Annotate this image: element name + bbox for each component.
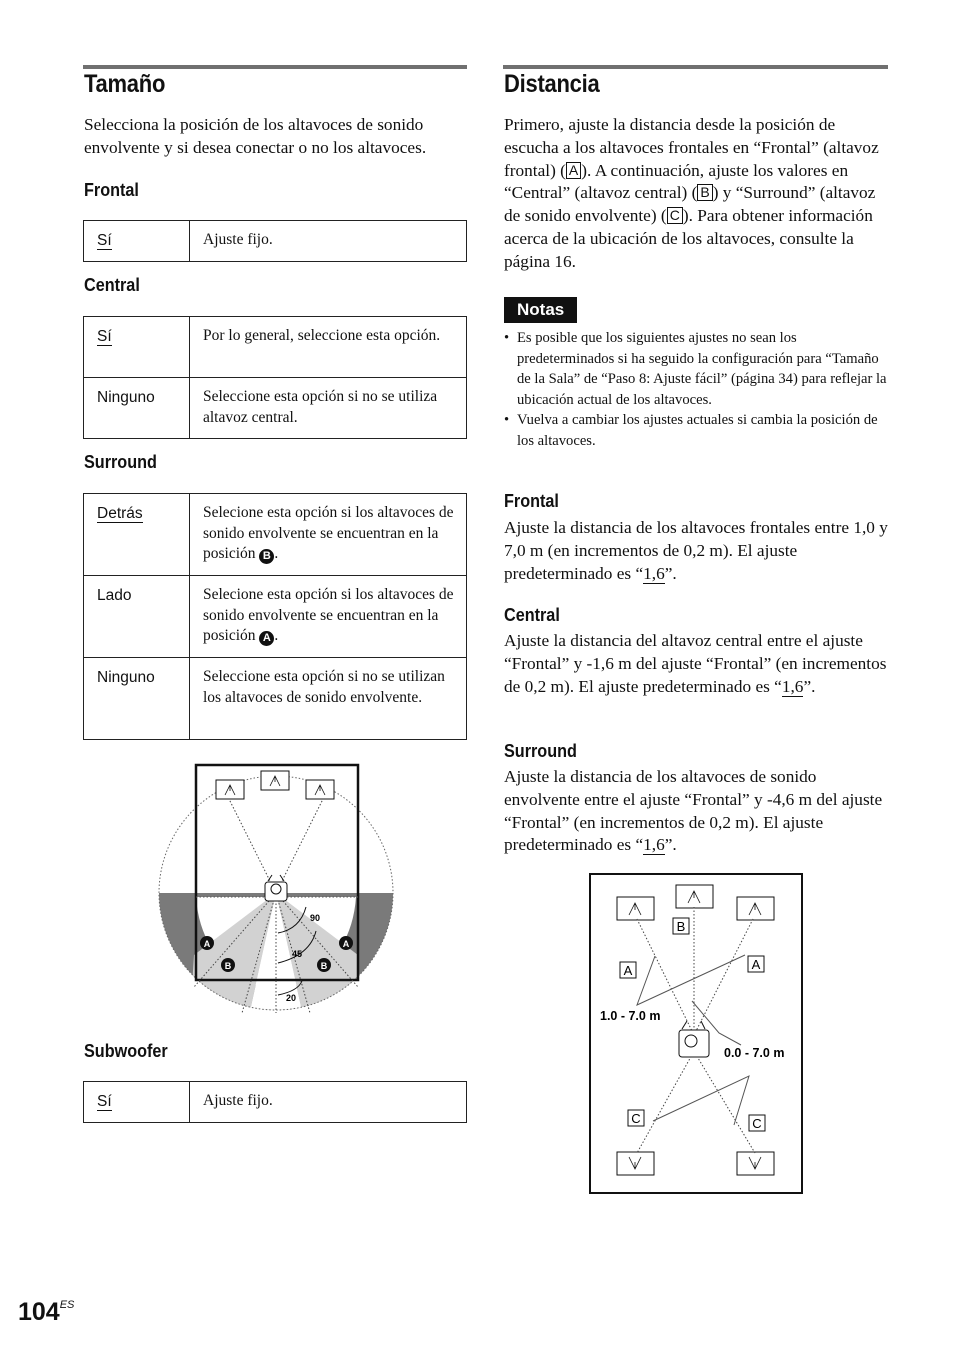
option-key: Lado bbox=[84, 576, 190, 658]
option-value: Ajuste fijo. bbox=[190, 221, 467, 262]
angle-45-label: 45 bbox=[292, 949, 303, 959]
option-value: Ajuste fijo. bbox=[190, 1082, 467, 1123]
distancia-frontal-text: Ajuste la distancia de los altavoces frontales entre 1,0 y 7,0 m (en incrementos de 0,2 m). El ajuste predeterminado es “1,6”. bbox=[504, 518, 888, 583]
frontal-table bbox=[83, 220, 467, 262]
center-range-label: 0.0 - 7.0 m bbox=[724, 1046, 785, 1060]
page-number: $104^{ES}$ bbox=[18, 1298, 75, 1326]
title-rule-right bbox=[503, 65, 888, 69]
svg-text:A: A bbox=[751, 957, 761, 972]
note-item: • Es posible que los siguientes ajustes no sean los predeterminados si ha seguido la configuración para “Tamaño de la Sala” de “Paso 8: Ajuste fácil” (página 34) para reflejar la ubicación actual de los altavoces. bbox=[504, 328, 889, 410]
label-a-right-box bbox=[748, 956, 764, 972]
label-c-left-box bbox=[628, 1110, 644, 1126]
table-row: Detrás Selecione esta opción si los altavoces de sonido envolvente se encuentran en la posición B . bbox=[84, 494, 467, 576]
page-suffix: ES bbox=[59, 1299, 75, 1311]
svg-text:A: A bbox=[203, 939, 211, 949]
speaker-rear-left-icon bbox=[617, 1152, 654, 1175]
option-value: Por lo general, seleccione esta opción. bbox=[190, 317, 467, 378]
zone-b-right-badge bbox=[317, 958, 331, 972]
subwoofer-heading: Subwoofer bbox=[84, 1041, 168, 1061]
frontal-heading: Frontal bbox=[84, 180, 139, 200]
section-title-tamano: Tamaño bbox=[84, 70, 166, 98]
option-value: Selecione esta opción si los altavoces de sonido envolvente se encuentran en la posición bbox=[203, 586, 454, 644]
subwoofer-table bbox=[83, 1081, 467, 1123]
option-value: Seleccione esta opción si no se utiliza altavoz central. bbox=[190, 378, 467, 439]
option-key: Ninguno bbox=[84, 378, 190, 439]
distancia-surround-text: Ajuste la distancia de los altavoces de sonido envolvente entre el ajuste “Frontal” y -4,6 m del ajuste “Frontal” (en incrementos de 0,2 m). El ajuste predeterminado es “1,6”. bbox=[504, 767, 883, 855]
position-a-badge: A bbox=[259, 631, 274, 646]
option-value: Selecione esta opción si los altavoces de sonido envolvente se encuentran en la posición bbox=[203, 504, 454, 562]
distancia-intro: Primero, ajuste la distancia desde la posición de escucha a los altavoces frontales en “Frontal” (altavoz frontal) ( A ). A continuación, ajuste los valores en “Central” (altavoz central) ( B ) y “Surround” (altavoz de sonido envolvente) ( C ). Para obtener información acerca de la ubicación de los altavoces, consulte la página 16. bbox=[504, 115, 879, 271]
speaker-rear-right-icon bbox=[737, 1152, 774, 1175]
distancia-frontal-heading: Frontal bbox=[504, 491, 559, 511]
note-item: • Vuelva a cambiar los ajustes actuales si cambia la posición de los altavoces. bbox=[504, 410, 889, 451]
speaker-center-icon bbox=[676, 885, 713, 908]
listener-icon bbox=[265, 875, 287, 901]
table-row bbox=[84, 317, 467, 378]
label-a-box: A bbox=[566, 162, 581, 179]
svg-text:B: B bbox=[320, 961, 328, 971]
table-row bbox=[84, 1082, 467, 1123]
label-c-right-box bbox=[749, 1115, 765, 1131]
speaker-distance-diagram bbox=[589, 873, 805, 1196]
label-b-box bbox=[673, 918, 689, 934]
speaker-front-left-icon bbox=[617, 897, 654, 920]
front-range-label: 1.0 - 7.0 m bbox=[600, 1009, 661, 1023]
default-value: 1,6 bbox=[643, 835, 665, 855]
label-c-box: C bbox=[667, 207, 683, 224]
option-key: Sí bbox=[97, 1093, 112, 1110]
table-row bbox=[84, 221, 467, 262]
option-key: Detrás bbox=[97, 505, 143, 522]
svg-text:C: C bbox=[752, 1116, 762, 1131]
notes-list bbox=[504, 328, 889, 451]
svg-text:B: B bbox=[676, 919, 686, 934]
option-key: Ninguno bbox=[84, 658, 190, 740]
speaker-front-right-icon bbox=[737, 897, 774, 920]
svg-text:C: C bbox=[631, 1111, 641, 1126]
speaker-position-diagram bbox=[150, 755, 400, 1020]
zone-b-left-badge bbox=[221, 958, 235, 972]
svg-text:B: B bbox=[224, 961, 232, 971]
central-table bbox=[83, 316, 467, 439]
surround-heading: Surround bbox=[84, 452, 157, 472]
default-value: 1,6 bbox=[643, 563, 665, 583]
option-key: Sí bbox=[97, 328, 112, 345]
default-value: 1,6 bbox=[781, 676, 804, 696]
option-key: Sí bbox=[97, 232, 112, 249]
table-row bbox=[84, 378, 467, 439]
section-title-distancia: Distancia bbox=[504, 70, 600, 98]
svg-text:A: A bbox=[342, 939, 350, 949]
label-b-box: B bbox=[697, 184, 712, 201]
distancia-central-text: Ajuste la distancia del altavoz central entre el ajuste “Frontal” y -1,6 m del ajuste “Frontal” (en incrementos de 0,2 m). El ajuste predeterminado es “1,6”. bbox=[504, 631, 887, 696]
label-a-left-box bbox=[620, 962, 636, 978]
angle-20-label: 20 bbox=[286, 993, 297, 1003]
table-row bbox=[84, 658, 467, 740]
zone-a-left-badge bbox=[200, 936, 214, 950]
angle-90-label: 90 bbox=[310, 913, 321, 923]
option-value: Seleccione esta opción si no se utilizan los altavoces de sonido envolvente. bbox=[190, 658, 467, 740]
surround-table bbox=[83, 493, 467, 740]
tamano-intro: Selecciona la posición de los altavoces de sonido envolvente y si desea conectar o no los altavoces. bbox=[84, 115, 427, 157]
title-rule-left bbox=[83, 65, 467, 69]
table-row: Lado Selecione esta opción si los altavoces de sonido envolvente se encuentran en la posición A . bbox=[84, 576, 467, 658]
notes-label: Notas bbox=[504, 297, 577, 323]
position-b-badge: B bbox=[259, 549, 274, 564]
distancia-central-heading: Central bbox=[504, 605, 560, 625]
zone-a-right-badge bbox=[339, 936, 353, 950]
central-heading: Central bbox=[84, 275, 140, 295]
svg-text:A: A bbox=[623, 963, 633, 978]
distancia-surround-heading: Surround bbox=[504, 741, 577, 761]
